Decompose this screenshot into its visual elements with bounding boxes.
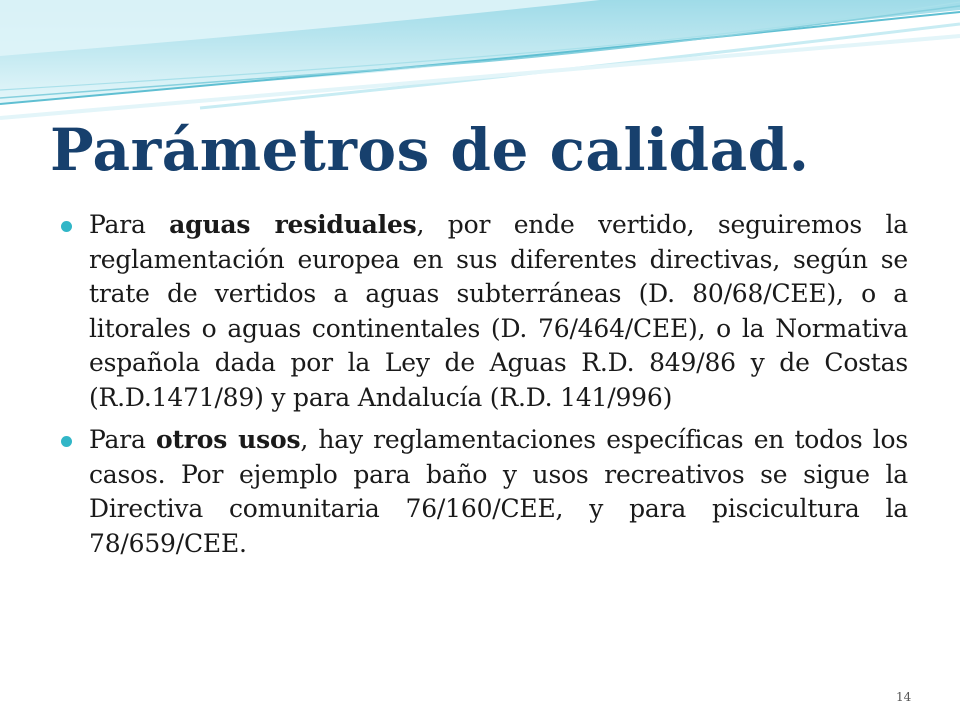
bullet-bold-term: otros usos	[155, 425, 301, 454]
bullet-otros-usos	[60, 423, 908, 561]
bullet-text: , hay reglamentaciones específicas en todos los casos. Por ejemplo para baño y usos recreativos se sigue la Directiva comunitaria 76/160/CEE, y para piscicultura la 78/659/CEE.	[89, 425, 908, 558]
page-number: 14	[896, 690, 912, 704]
bullet-lead: Para	[89, 210, 170, 239]
slide-title: Parámetros de calidad.	[50, 116, 810, 184]
bullet-list	[60, 208, 908, 569]
bullet-dot-icon	[61, 436, 72, 447]
bullet-lead: Para	[89, 425, 156, 454]
bullet-bold-term: aguas residuales	[169, 210, 417, 239]
bullet-text: , por ende vertido, seguiremos la reglamentación europea en sus diferentes directivas, según se trate de vertidos a aguas subterráneas (D. 80/68/CEE), o a litorales o aguas continentales (D. 76/464/CEE), o la Normativa española dada por la Ley de Aguas R.D. 849/86 y de Costas (R.D.1471/89) y para Andalucía (R.D. 141/996)	[89, 210, 908, 412]
bullet-aguas-residuales	[60, 208, 908, 415]
bullet-dot-icon	[61, 221, 72, 232]
